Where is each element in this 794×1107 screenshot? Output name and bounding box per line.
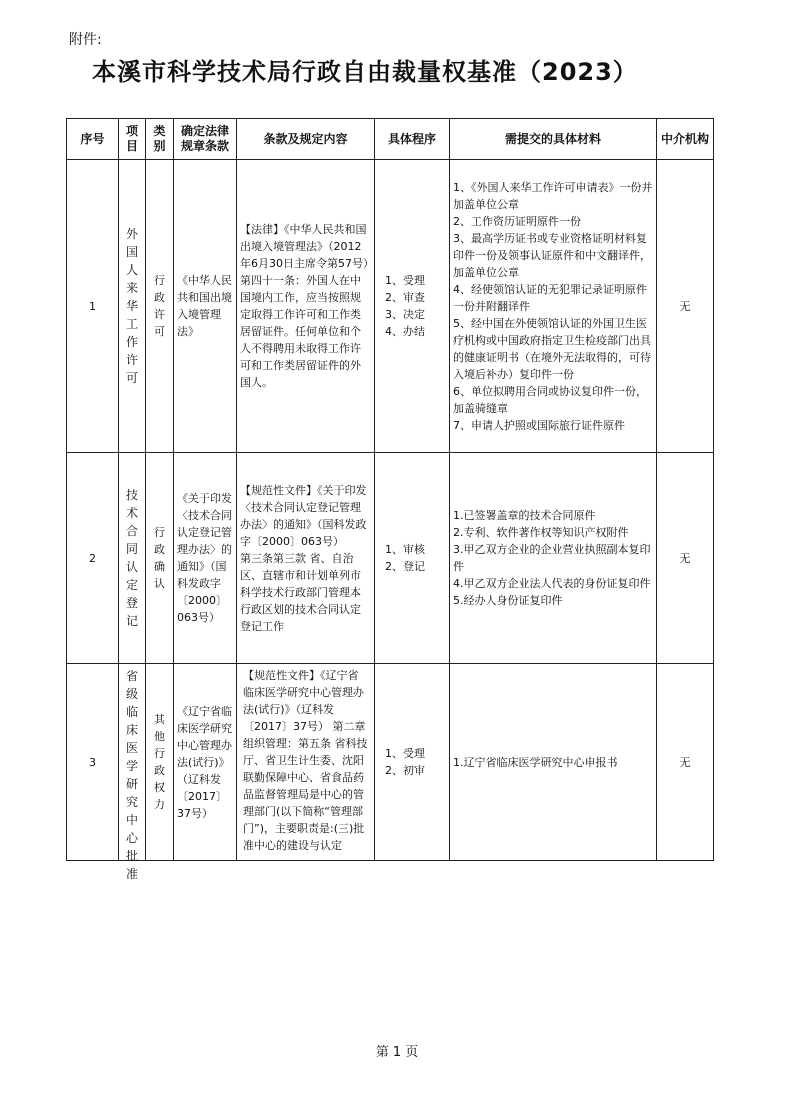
row-law: 《关于印发〈技术合同认定登记管理办法〉的通知》（国科发政字〔2000〕063号） xyxy=(174,453,237,664)
row-no: 2 xyxy=(67,453,119,664)
row-item-text: 技术合同认定登记 xyxy=(126,488,139,628)
table-row xyxy=(67,664,714,861)
header-category: 类别 xyxy=(146,119,174,160)
row-agency: 无 xyxy=(657,664,714,861)
row-materials: 1、《外国人来华工作许可申请表》一份并加盖单位公章 2、工作资历证明原件一份 3、最高学历证书或专业资格证明材料复印件一份及领事认证原件和中文翻译件，加盖单位公章 4、经使领馆认证的无犯罪记录证明原件一份并附翻译件 5、经中国在外使领馆认证的外国卫生医疗机构或中国政府指定卫生检疫部门出具的健康证明书（在境外无法取得的，可待入境后补办）复印件一份 6、单位拟聘用合同或协议复印件一份，加盖骑缝章 7、申请人护照或国际旅行证件原件 xyxy=(450,160,657,453)
row-content: 【法律】《中华人民共和国出境入境管理法》（2012年6月30日主席令第57号）第四十一条：外国人在中国境内工作，应当按照规定取得工作许可和工作类居留证件。任何单位和个人不得聘用未取得工作许可和工作类居留证件的外国人。 xyxy=(237,160,375,453)
row-agency: 无 xyxy=(657,453,714,664)
attachment-label: 附件: xyxy=(69,32,102,48)
row-category: 其他行政权力 xyxy=(146,664,174,861)
row-content-text: 【规范性文件】《辽宁省临床医学研究中心管理办法(试行)》（辽科发〔2017〕37号） 第二章 组织管理：第五条 省科技厅、省卫生计生委、沈阳联勤保障中心、省食品药品监督管理局是中心的管理部门(以下简称“管理部门”)，主要职责是:(三)批准中心的建设与认定 xyxy=(243,669,368,852)
row-category: 行政确认 xyxy=(146,453,174,664)
row-procedure: 1、受理 2、初审 xyxy=(375,664,450,861)
row-law: 《辽宁省临床医学研究中心管理办法(试行)》（辽科发〔2017〕37号） xyxy=(174,664,237,861)
header-procedure: 具体程序 xyxy=(375,119,450,160)
row-item xyxy=(119,453,146,664)
row-procedure: 1、受理 2、审查 3、决定 4、办结 xyxy=(375,160,450,453)
row-item-text: 外国人来华工作许可 xyxy=(126,227,139,385)
row-content xyxy=(237,664,375,861)
page-title: 本溪市科学技术局行政自由裁量权基准（2023） xyxy=(92,58,638,86)
row-materials: 1.辽宁省临床医学研究中心申报书 xyxy=(450,664,657,861)
page-footer: 第 1 页 xyxy=(375,1045,419,1060)
row-law: 《中华人民共和国出境入境管理法》 xyxy=(174,160,237,453)
header-materials: 需提交的具体材料 xyxy=(450,119,657,160)
header-content: 条款及规定内容 xyxy=(237,119,375,160)
table-header-row xyxy=(67,119,714,160)
row-no: 3 xyxy=(67,664,119,861)
header-no: 序号 xyxy=(67,119,119,160)
header-item: 项目 xyxy=(119,119,146,160)
row-content: 【规范性文件】《关于印发〈技术合同认定登记管理办法〉的通知》（国科发政字〔2000〕063号） 第三条第三款 省、自治区、直辖市和计划单列市科学技术行政部门管理本行政区划的技术合同认定登记工作 xyxy=(237,453,375,664)
row-item xyxy=(119,160,146,453)
row-category: 行政许可 xyxy=(146,160,174,453)
row-item xyxy=(119,664,146,881)
header-agency: 中介机构 xyxy=(657,119,714,160)
row-procedure: 1、审核 2、登记 xyxy=(375,453,450,664)
table-row xyxy=(67,160,714,453)
header-law: 确定法律规章条款 xyxy=(174,119,237,160)
table-row xyxy=(67,453,714,664)
row-item-text: 省级临床医学研究中心批准 xyxy=(126,669,139,881)
discretion-table xyxy=(66,118,714,881)
row-materials: 1.已签署盖章的技术合同原件 2.专利、软件著作权等知识产权附件 3.甲乙双方企业的企业营业执照副本复印件 4.甲乙双方企业法人代表的身份证复印件 5.经办人身份证复印件 xyxy=(450,453,657,664)
row-agency: 无 xyxy=(657,160,714,453)
row-no: 1 xyxy=(67,160,119,453)
